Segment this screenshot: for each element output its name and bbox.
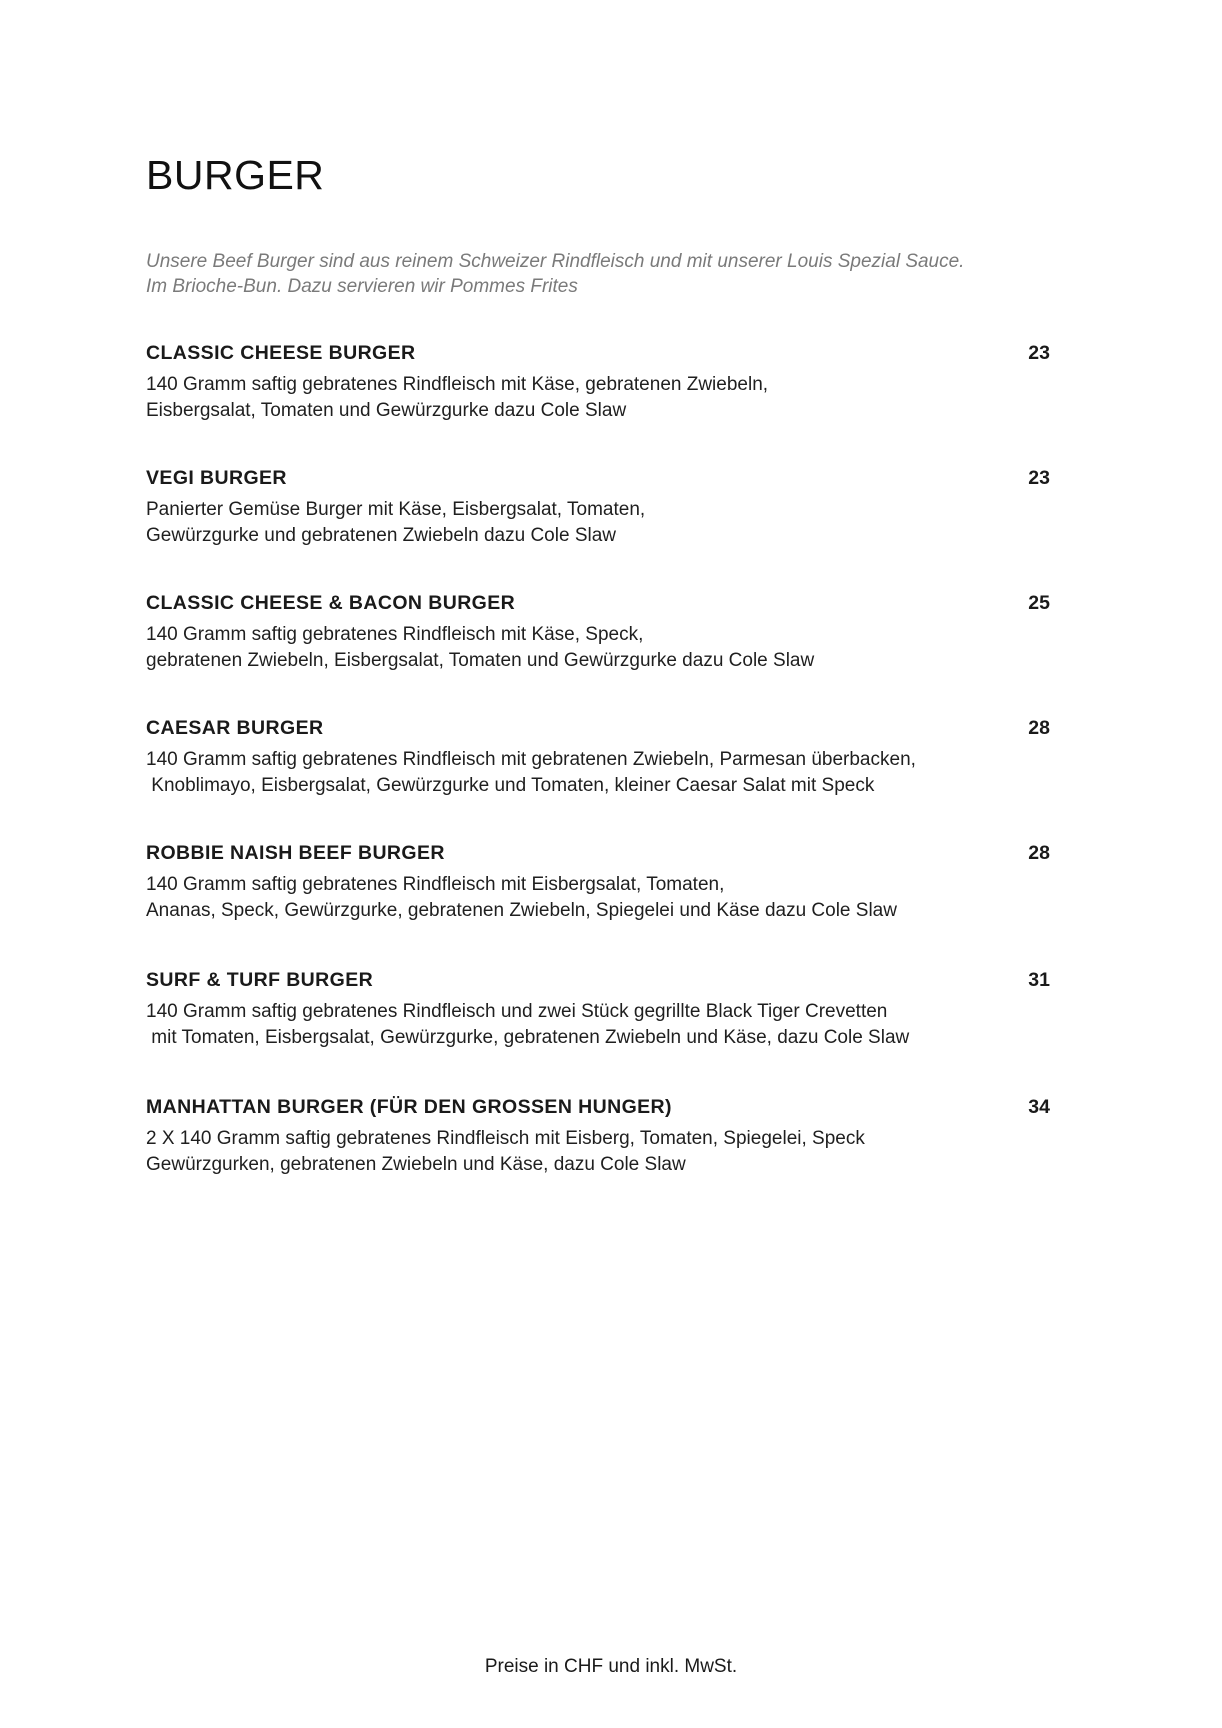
description-line: 140 Gramm saftig gebratenes Rindfleisch und zwei Stück gegrillte Black Tiger Crevetten — [146, 1001, 888, 1022]
item-name: ROBBIE NAISH BEEF BURGER — [146, 842, 445, 864]
item-price: 25 — [1028, 592, 1050, 614]
description-line: Gewürzgurken, gebratenen Zwiebeln und Käse, dazu Cole Slaw — [146, 1153, 686, 1175]
menu-item-classic-cheese-burger — [146, 342, 1050, 423]
item-price: 23 — [1028, 342, 1050, 364]
item-description — [146, 1126, 1050, 1177]
item-price: 23 — [1028, 467, 1050, 489]
item-price: 34 — [1028, 1096, 1050, 1118]
menu-item-robbie-naish-beef-burger — [146, 842, 1050, 923]
description-line: Eisbergsalat, Tomaten und Gewürzgurke dazu Cole Slaw — [146, 399, 627, 421]
description-line: mit Tomaten, Eisbergsalat, Gewürzgurke, gebratenen Zwiebeln und Käse, dazu Cole Slaw — [146, 1026, 910, 1048]
description-line: Knoblimayo, Eisbergsalat, Gewürzgurke und Tomaten, kleiner Caesar Salat mit Speck — [146, 774, 875, 796]
description-line: Panierter Gemüse Burger mit Käse, Eisbergsalat, Tomaten, — [146, 499, 646, 520]
intro-line: Unsere Beef Burger sind aus reinem Schweizer Rindfleisch und mit unserer Louis Spezial Sauce. — [146, 251, 965, 272]
menu-item-classic-cheese-bacon-burger — [146, 592, 1050, 673]
item-name: CLASSIC CHEESE & BACON BURGER — [146, 592, 516, 614]
item-description — [146, 372, 1050, 423]
item-name: CAESAR BURGER — [146, 717, 324, 739]
item-description — [146, 747, 1050, 798]
item-name: CLASSIC CHEESE BURGER — [146, 342, 416, 364]
description-line: 140 Gramm saftig gebratenes Rindfleisch mit Eisbergsalat, Tomaten, — [146, 874, 725, 895]
menu-item-caesar-burger — [146, 717, 1050, 798]
item-name: MANHATTAN BURGER (FÜR DEN GROSSEN HUNGER) — [146, 1096, 672, 1118]
description-line: Gewürzgurke und gebratenen Zwiebeln dazu Cole Slaw — [146, 524, 616, 546]
intro-text — [146, 249, 1096, 299]
item-price: 28 — [1028, 842, 1050, 864]
item-description — [146, 497, 1050, 548]
item-description — [146, 872, 1050, 923]
menu-item-manhattan-burger — [146, 1096, 1050, 1177]
item-name: SURF & TURF BURGER — [146, 969, 374, 991]
menu-item-vegi-burger — [146, 467, 1050, 548]
item-price: 28 — [1028, 717, 1050, 739]
menu-item-surf-turf-burger — [146, 969, 1050, 1050]
description-line: 140 Gramm saftig gebratenes Rindfleisch mit gebratenen Zwiebeln, Parmesan überbacken, — [146, 749, 916, 770]
description-line: 2 X 140 Gramm saftig gebratenes Rindfleisch mit Eisberg, Tomaten, Spiegelei, Speck — [146, 1128, 865, 1149]
item-name: VEGI BURGER — [146, 467, 287, 489]
description-line: gebratenen Zwiebeln, Eisbergsalat, Tomaten und Gewürzgurke dazu Cole Slaw — [146, 649, 815, 671]
description-line: 140 Gramm saftig gebratenes Rindfleisch mit Käse, Speck, — [146, 624, 644, 645]
item-price: 31 — [1028, 969, 1050, 991]
description-line: 140 Gramm saftig gebratenes Rindfleisch mit Käse, gebratenen Zwiebeln, — [146, 374, 769, 395]
page-title: BURGER — [146, 152, 325, 198]
price-note: Preise in CHF und inkl. MwSt. — [484, 1656, 738, 1677]
item-description — [146, 622, 1050, 673]
intro-line: Im Brioche-Bun. Dazu servieren wir Pommes Frites — [146, 276, 578, 297]
description-line: Ananas, Speck, Gewürzgurke, gebratenen Zwiebeln, Spiegelei und Käse dazu Cole Slaw — [146, 899, 897, 921]
item-description — [146, 999, 1050, 1050]
